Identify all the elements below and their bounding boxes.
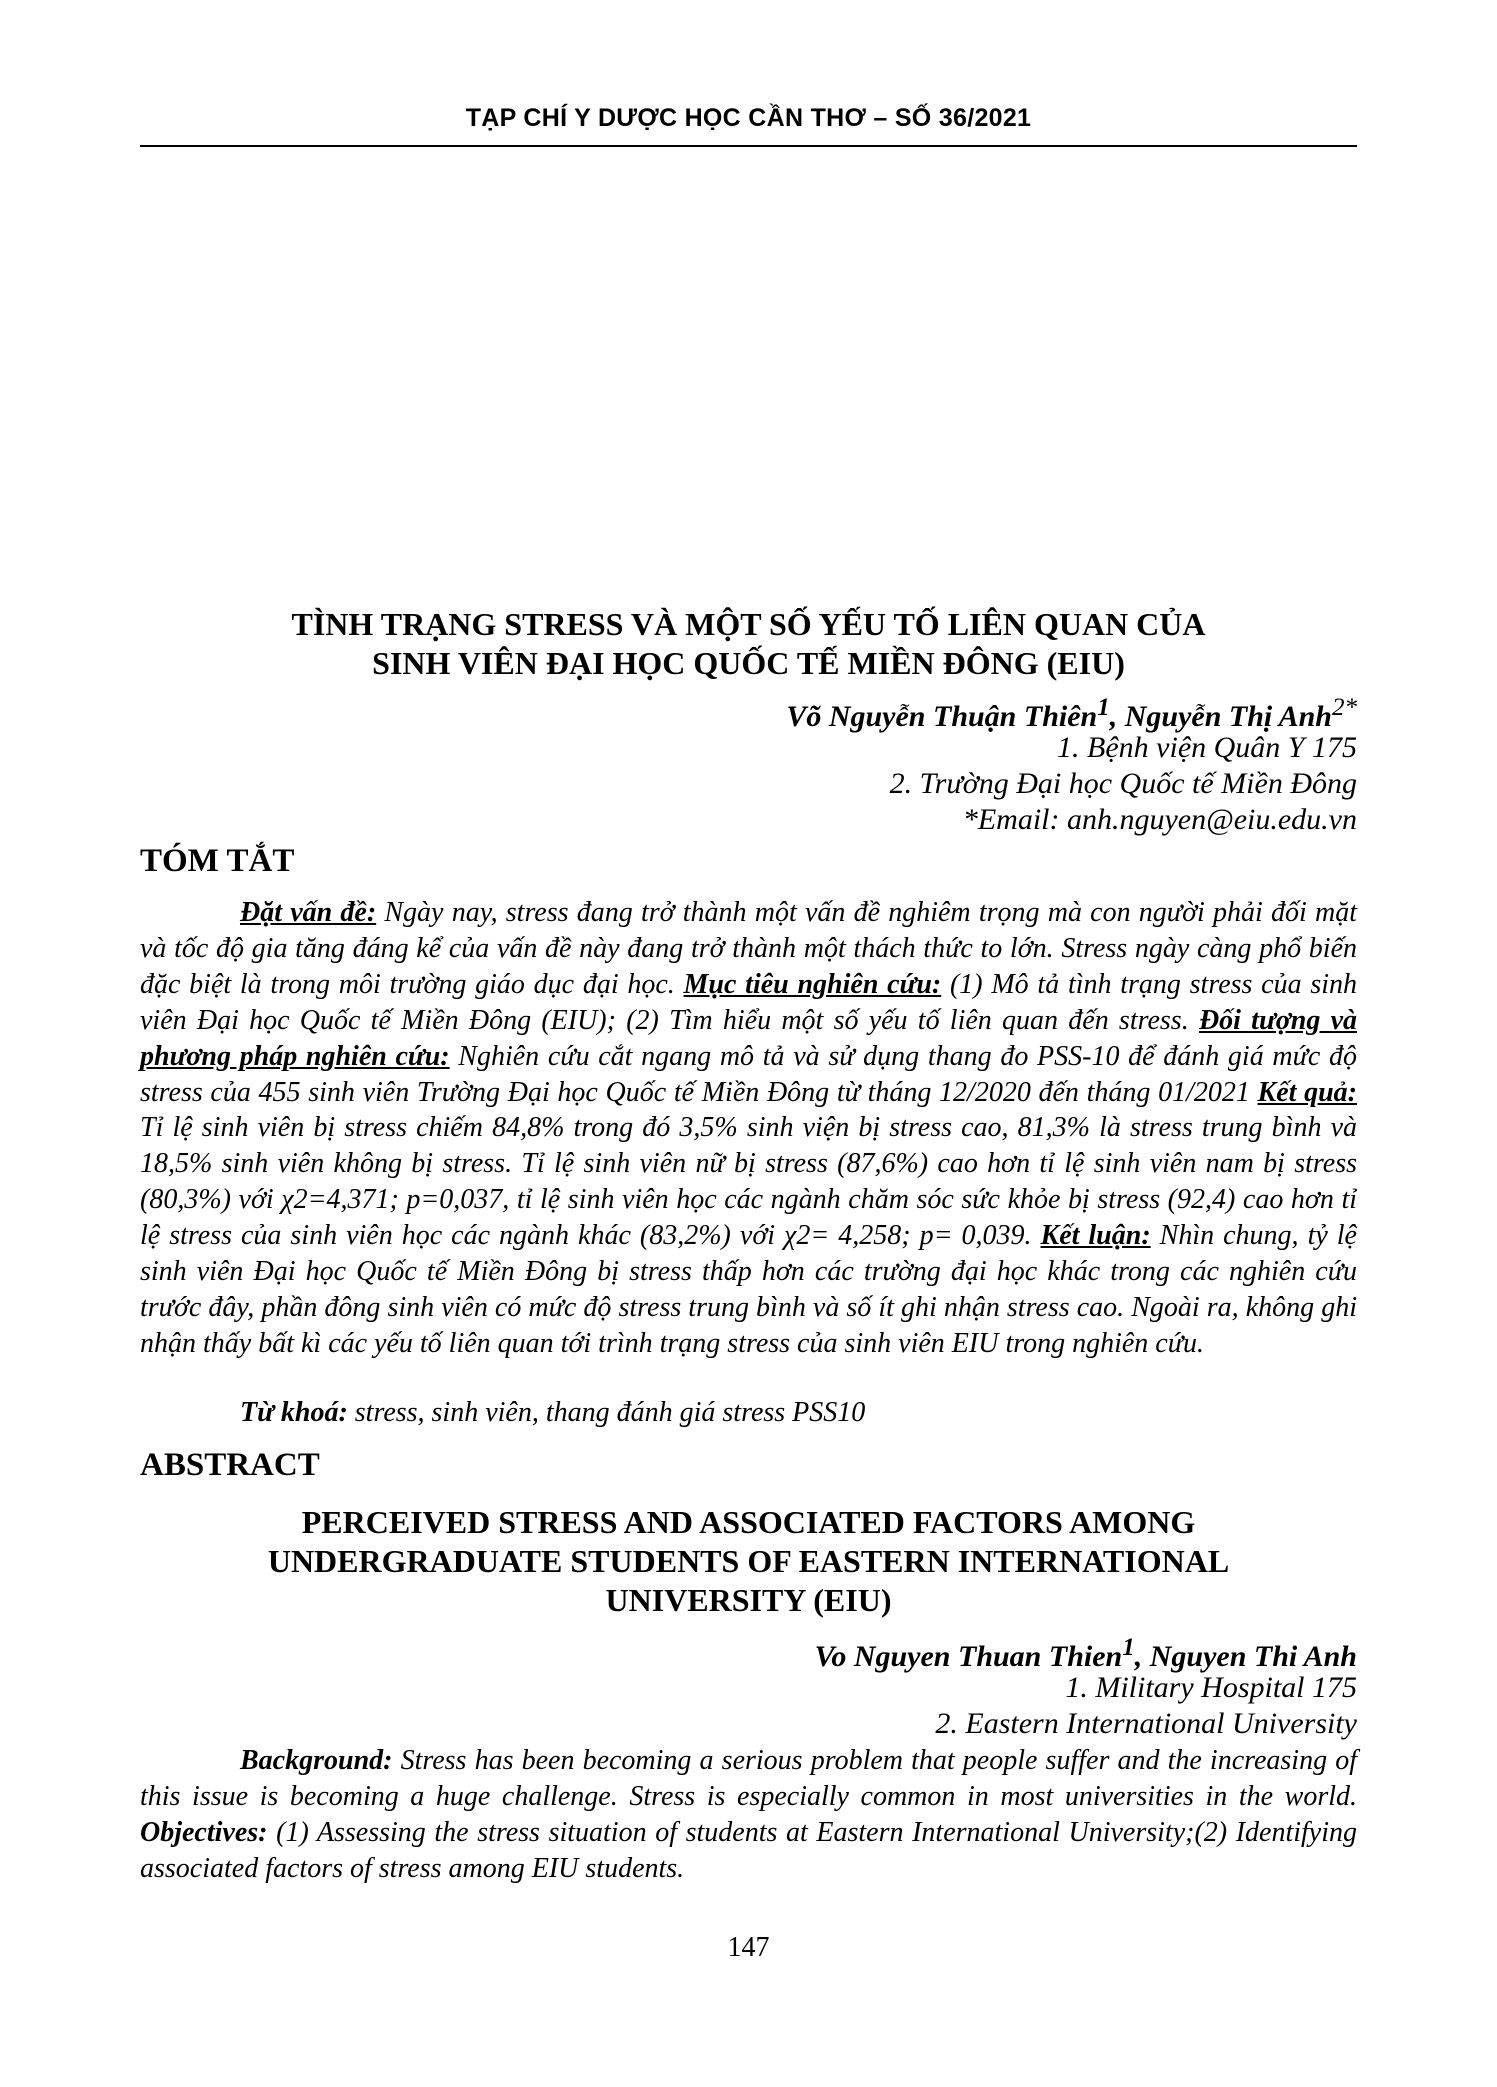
title-vi-line-2: SINH VIÊN ĐẠI HỌC QUỐC TẾ MIỀN ĐÔNG (EIU) [372,645,1125,681]
authors-vi [786,690,1357,735]
keywords-vi [140,1395,1357,1431]
keywords-label-vi: Từ khoá: [240,1397,348,1428]
affiliation-2-vi: 2. Trường Đại học Quốc tế Miền Đông [889,767,1357,800]
conclusion-text-vi: Nhìn chung, tỷ lệ sinh viên Đại học Quốc tế Miền Đông bị stress thấp hơn các trường đại học khác trong các nghiên cứu trước đây, phần đông sinh viên có mức độ stress trung bình và số ít ghi nhận stress cao. Ngoài ra, không ghi nhận thấy bất kì các yếu tố liên quan tới trình trạng stress của sinh viên EIU trong nghiên cứu. [140,1220,1357,1359]
background-text-vi: Ngày nay, stress đang trở thành một vấn đề nghiêm trọng mà con người phải đối mặt và tốc độ gia tăng đáng kể của vấn đề này đang trở thành một thách thức to lớn. Stress ngày càng phổ biến đặc biệt là trong môi trường giáo dục đại học. [140,897,1357,1000]
conclusion-label-vi: Kết luận: [1040,1220,1151,1252]
author-separator: , [1109,700,1125,733]
author-1-name: Võ Nguyễn Thuận Thiên [786,700,1098,733]
summary-paragraph-vi [140,895,1357,1362]
background-text-en: Stress has been becoming a serious problem that people suffer and the increasing of this issue is becoming a huge challenge. Stress is especially common in most universities in the world. [140,1745,1357,1812]
author-1-name-en: Vo Nguyen Thuan Thien [814,1640,1123,1673]
background-label-en: Background: [240,1745,393,1776]
affiliation-2-en: 2. Eastern International University [935,1707,1357,1740]
abstract-heading-en: ABSTRACT [140,1447,320,1483]
author-2-affiliation-mark: 2* [1332,694,1357,721]
objectives-text-en: (1) Assessing the stress situation of students at Eastern International University;(2) Identifying associated factors of stress among EIU students. [140,1816,1357,1884]
summary-heading-vi: TÓM TẮT [140,843,295,879]
title-en-line-2: UNDERGRADUATE STUDENTS OF EASTERN INTERNATIONAL [267,1543,1230,1579]
page-number: 147 [727,1932,770,1963]
affiliations-vi [890,730,1357,838]
header-divider [140,145,1357,147]
title-en-line-3: UNIVERSITY (EIU) [605,1582,892,1618]
methods-text-vi: Nghiên cứu cắt ngang mô tả và sử dụng thang đo PSS-10 để đánh giá mức độ stress của 455 sinh viên Trường Đại học Quốc tế Miền Đông từ tháng 12/2020 đến tháng 01/2021 [140,1040,1358,1108]
corresponding-email: *Email: anh.nguyen@eiu.edu.vn [962,803,1357,836]
author-1-affiliation-mark: 1 [1097,694,1110,721]
objectives-label-en: Objectives: [140,1816,268,1848]
methods-label-vi: Đối tượng và phương pháp nghiên cứu: [140,1004,1357,1072]
results-text-vi: Tỉ lệ sinh viên bị stress chiếm 84,8% trong đó 3,5% sinh viện bị stress cao, 81,3% là stress trung bình và 18,5% sinh viên không bị stress. Tỉ lệ sinh viên nữ bị stress (87,6%) cao hơn tỉ lệ sinh viên nam bị stress (80,3%) với χ2=4,371; p=0,037, tỉ lệ sinh viên học các ngành chăm sóc sức khỏe bị stress (92,4) cao hơn tỉ lệ stress của sinh viên học các ngành khác (83,2%) với χ2= 4,258; p= 0,039. [140,1112,1357,1252]
author-separator-en: , [1134,1640,1150,1673]
background-label-vi: Đặt vấn đề: [240,897,377,928]
results-label-vi: Kết quả: [1257,1076,1358,1108]
article-title-vi [140,605,1357,683]
article-title-en [140,1503,1357,1620]
objectives-text-vi: (1) Mô tả tình trạng stress của sinh viên Đại học Quốc tế Miền Đông (EIU); (2) Tìm hiểu một số yếu tố liên quan đến stress. [140,968,1357,1036]
title-en-line-1: PERCEIVED STRESS AND ASSOCIATED FACTORS AMONG [301,1504,1196,1540]
affiliation-1-vi: 1. Bệnh viện Quân Y 175 [1057,731,1357,764]
authors-en [815,1630,1357,1675]
author-1-affiliation-mark-en: 1 [1122,1634,1135,1661]
author-2-name: Nguyễn Thị Anh [1124,700,1332,733]
affiliations-en [935,1670,1357,1742]
title-vi-line-1: TÌNH TRẠNG STRESS VÀ MỘT SỐ YẾU TỐ LIÊN QUAN CỦA [291,606,1206,642]
keywords-text-vi: stress, sinh viên, thang đánh giá stress PSS10 [347,1397,866,1428]
abstract-paragraph-en [140,1743,1357,1887]
objectives-label-vi: Mục tiêu nghiên cứu: [683,968,942,1000]
affiliation-1-en: 1. Military Hospital 175 [1065,1671,1357,1704]
author-2-name-en: Nguyen Thi Anh [1149,1640,1357,1673]
journal-running-header: TẠP CHÍ Y DƯỢC HỌC CẦN THƠ – SỐ 36/2021 [465,104,1032,132]
